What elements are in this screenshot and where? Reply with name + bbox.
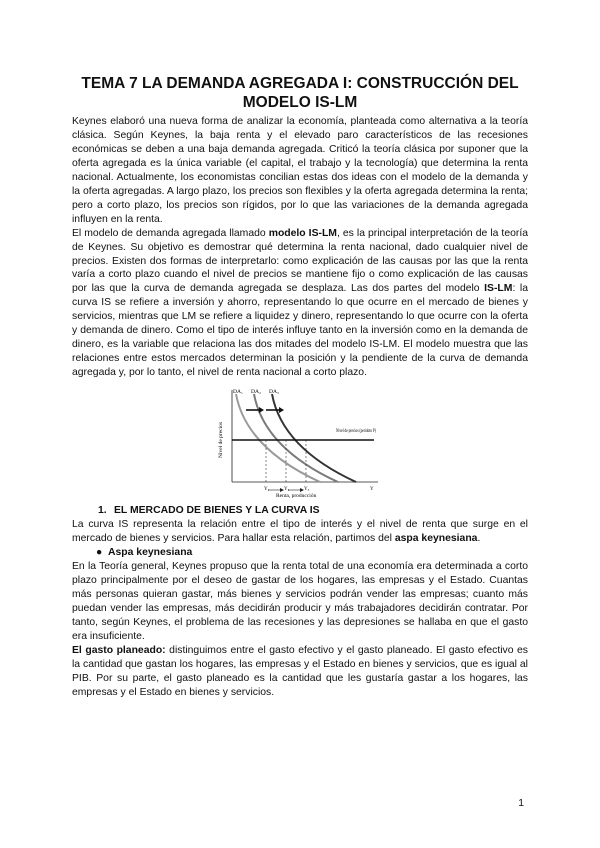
text-span: : la curva IS se refiere a inversión y ahorro, representando lo que ocurre en el mercado de bienes y servicios, mientras que LM se refiere a liquidez y dinero, representando lo que ocurre con la oferta y demanda de dinero. Como el tipo de interés influye tanto en la inversión como en la demanda de dinero, es la variable que relaciona las dos mitades del modelo IS-LM. El modelo muestra que las relaciones entre estos mercados determinan la posición y la pendiente de la curva de demanda agregada y, por lo tanto, el nivel de renta nacional a corto plazo. — [72, 283, 528, 379]
paragraph-is-curve — [72, 518, 528, 546]
paragraph-planned-spending — [72, 644, 528, 700]
text-span: La curva IS representa la relación entre el tipo de interés y el nivel de renta que surge en el mercado de bienes y servicios. Para hallar esta relación, partimos del — [72, 519, 528, 545]
da1-label: DA₁ — [233, 389, 243, 396]
section-number: 1. — [98, 505, 107, 517]
y-axis-label: Nivel de precios — [218, 422, 224, 459]
page-title: TEMA 7 LA DEMANDA AGREGADA I: CONSTRUCCIÓN DEL MODELO IS-LM — [81, 75, 519, 111]
subsection-title: Aspa keynesiana — [108, 547, 193, 559]
text-span: distinguimos entre el gasto efectivo y el gasto planeado. El gasto efectivo es la cantidad que gastan los hogares, las empresas y el Estado en bienes y servicios, que es igual al PIB. Por su parte, el gasto planeado es la cantidad que les gustaría gastar a los hogares, las empresas y el Estado en bienes y servicios. — [72, 644, 528, 698]
subsection-heading — [96, 546, 528, 560]
da1-curve — [236, 394, 320, 482]
section-heading-1 — [98, 504, 528, 518]
text-span: . — [477, 533, 481, 545]
text-span: , es la principal interpretación de la teoría de Keynes. Su objetivo es demostrar qué determina la renta nacional, dado cualquier nivel de precios. Existen dos formas de interpretarlo: como explicación de las causas por las que la renta varía a corto plazo cuando el nivel de precios se mantiene fijo o como explicación de las causas por las que la curva de demanda agregada se desplaza. Las dos partes del modelo — [72, 227, 529, 295]
text-span: El modelo de demanda agregada llamado — [72, 227, 269, 239]
ad-shift-diagram — [210, 386, 380, 498]
paragraph-intro: Keynes elaboró una nueva forma de analizar la economía, planteada como alternativa a la teoría clásica. Según Keynes, la baja renta y el elevado paro característicos de las recesiones económicas se deben a una baja demanda agregada. Criticó la teoría clásica por suponer que la oferta agregada es la única variable (el capital, el trabajo y la tecnología) que determina la renta nacional. Actualmente, los economistas concilian estas dos ideas con el modelo de la demanda y la oferta agregadas. A largo plazo, los precios son flexibles y la oferta agregada determina la renta; pero a corto plazo, los precios son rígidos, por lo que las variaciones de la demanda agregada influyen en la renta. — [72, 116, 528, 225]
da2-label: DA₂ — [251, 389, 261, 396]
da3-label: DA₃ — [269, 389, 279, 396]
bullet-icon: ● — [96, 547, 103, 559]
bold-term-islm: modelo IS-LM — [268, 227, 337, 239]
y3-tick-label: Y₃ — [304, 487, 310, 493]
shift-arrowhead-1 — [259, 407, 264, 413]
x-axis-label: Renta, producción — [276, 493, 317, 500]
aggregate-demand-figure — [210, 386, 380, 498]
section-title: EL MERCADO DE BIENES Y LA CURVA IS — [114, 505, 320, 517]
price-level-label: Nivel de precios (peridoto P) — [336, 429, 377, 435]
bold-term-gasto: El gasto planeado: — [72, 644, 166, 656]
document-page — [72, 74, 528, 700]
paragraph-islm — [72, 227, 528, 380]
bold-term-islm-2: IS-LM — [484, 283, 513, 295]
page-number: 1 — [518, 798, 524, 809]
x-end-label: Y — [370, 487, 374, 493]
shift-arrowhead-2 — [279, 407, 284, 413]
y1-tick-label: Y₁ — [264, 487, 270, 493]
y2-tick-label: Y₂ — [284, 487, 290, 493]
paragraph-general-theory: En la Teoría general, Keynes propuso que la renta total de una economía era determinada a corto plazo principalmente por el deseo de gastar de los hogares, las empresas y el Estado. Cuantas más personas quieran gastar, más bienes y servicios podrán vender las empresas; cuanto más puedan vender las empresas, más decidirán producir y más trabajadores decidirán contratar. Por tanto, según Keynes, el problema de las recesiones y las depresiones se hallaba en que el gasto era insuficiente. — [72, 561, 528, 642]
bold-term-aspa: aspa keynesiana — [394, 533, 478, 545]
